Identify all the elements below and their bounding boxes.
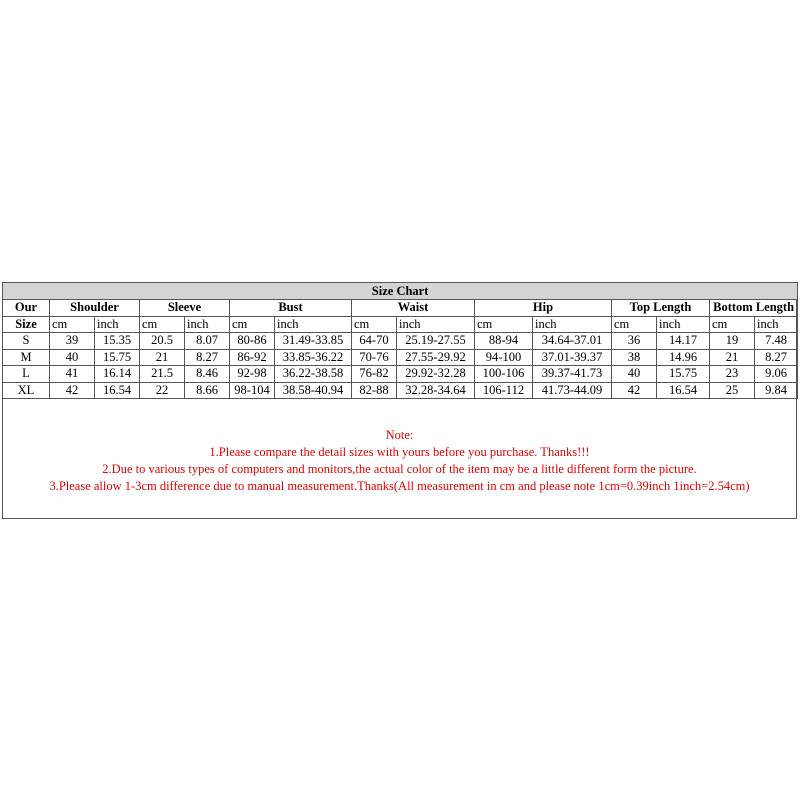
value-cell: 8.27 [185, 349, 230, 366]
note-line-3: 3.Please allow 1-3cm difference due to manual measurement.Thanks(All measurement in cm and please note 1cm=0.39inch 1inch=2.54cm) [49, 479, 750, 493]
value-cell: 16.54 [657, 382, 710, 399]
unit-cm: cm [475, 316, 533, 333]
value-cell: 76-82 [352, 366, 397, 383]
value-cell: 40 [612, 366, 657, 383]
value-cell: 40 [50, 349, 95, 366]
value-cell: 39.37-41.73 [533, 366, 612, 383]
unit-inch: inch [95, 316, 140, 333]
value-cell: 29.92-32.28 [397, 366, 475, 383]
value-cell: 21 [710, 349, 755, 366]
value-cell: 14.17 [657, 333, 710, 350]
value-cell: 38.58-40.94 [275, 382, 352, 399]
group-header-hip: Hip [475, 300, 612, 317]
group-header-shoulder: Shoulder [50, 300, 140, 317]
value-cell: 39 [50, 333, 95, 350]
size-cell: M [3, 349, 50, 366]
value-cell: 8.46 [185, 366, 230, 383]
group-header-sleeve: Sleeve [140, 300, 230, 317]
unit-cm: cm [612, 316, 657, 333]
value-cell: 92-98 [230, 366, 275, 383]
group-header-bust: Bust [230, 300, 352, 317]
value-cell: 36.22-38.58 [275, 366, 352, 383]
value-cell: 98-104 [230, 382, 275, 399]
value-cell: 64-70 [352, 333, 397, 350]
value-cell: 32.28-34.64 [397, 382, 475, 399]
unit-cm: cm [710, 316, 755, 333]
value-cell: 15.35 [95, 333, 140, 350]
table-row [3, 333, 798, 350]
note-line-2: 2.Due to various types of computers and monitors,the actual color of the item may be a little different form the picture. [102, 462, 697, 476]
value-cell: 80-86 [230, 333, 275, 350]
unit-inch: inch [755, 316, 798, 333]
value-cell: 25 [710, 382, 755, 399]
value-cell: 9.06 [755, 366, 798, 383]
value-cell: 106-112 [475, 382, 533, 399]
value-cell: 25.19-27.55 [397, 333, 475, 350]
size-chart-table [2, 282, 798, 399]
unit-cm: cm [50, 316, 95, 333]
group-header-bottom-length: Bottom Length [710, 300, 798, 317]
group-header-waist: Waist [352, 300, 475, 317]
value-cell: 15.75 [95, 349, 140, 366]
unit-inch: inch [275, 316, 352, 333]
table-row [3, 349, 798, 366]
value-cell: 94-100 [475, 349, 533, 366]
value-cell: 21 [140, 349, 185, 366]
value-cell: 27.55-29.92 [397, 349, 475, 366]
size-cell: L [3, 366, 50, 383]
value-cell: 37.01-39.37 [533, 349, 612, 366]
value-cell: 21.5 [140, 366, 185, 383]
notes-section [2, 427, 797, 495]
unit-inch: inch [185, 316, 230, 333]
value-cell: 36 [612, 333, 657, 350]
value-cell: 34.64-37.01 [533, 333, 612, 350]
value-cell: 33.85-36.22 [275, 349, 352, 366]
unit-cm: cm [230, 316, 275, 333]
value-cell: 31.49-33.85 [275, 333, 352, 350]
chart-title: Size Chart [3, 283, 798, 300]
size-cell: XL [3, 382, 50, 399]
table-row [3, 366, 798, 383]
value-cell: 16.14 [95, 366, 140, 383]
note-heading: Note: [385, 428, 414, 442]
value-cell: 42 [612, 382, 657, 399]
table-row [3, 382, 798, 399]
unit-inch: inch [657, 316, 710, 333]
value-cell: 8.66 [185, 382, 230, 399]
value-cell: 88-94 [475, 333, 533, 350]
note-line-1: 1.Please compare the detail sizes with yours before you purchase. Thanks!!! [209, 445, 590, 459]
value-cell: 41.73-44.09 [533, 382, 612, 399]
value-cell: 9.84 [755, 382, 798, 399]
unit-cm: cm [352, 316, 397, 333]
value-cell: 7.48 [755, 333, 798, 350]
value-cell: 20.5 [140, 333, 185, 350]
value-cell: 41 [50, 366, 95, 383]
size-cell: S [3, 333, 50, 350]
size-header-top: Our [3, 300, 50, 317]
unit-cm: cm [140, 316, 185, 333]
value-cell: 100-106 [475, 366, 533, 383]
value-cell: 8.07 [185, 333, 230, 350]
unit-inch: inch [397, 316, 475, 333]
value-cell: 23 [710, 366, 755, 383]
value-cell: 82-88 [352, 382, 397, 399]
value-cell: 8.27 [755, 349, 798, 366]
value-cell: 19 [710, 333, 755, 350]
value-cell: 14.96 [657, 349, 710, 366]
value-cell: 16.54 [95, 382, 140, 399]
size-header-bottom: Size [3, 316, 50, 333]
value-cell: 42 [50, 382, 95, 399]
value-cell: 86-92 [230, 349, 275, 366]
unit-inch: inch [533, 316, 612, 333]
group-header-top-length: Top Length [612, 300, 710, 317]
value-cell: 15.75 [657, 366, 710, 383]
value-cell: 70-76 [352, 349, 397, 366]
value-cell: 22 [140, 382, 185, 399]
value-cell: 38 [612, 349, 657, 366]
